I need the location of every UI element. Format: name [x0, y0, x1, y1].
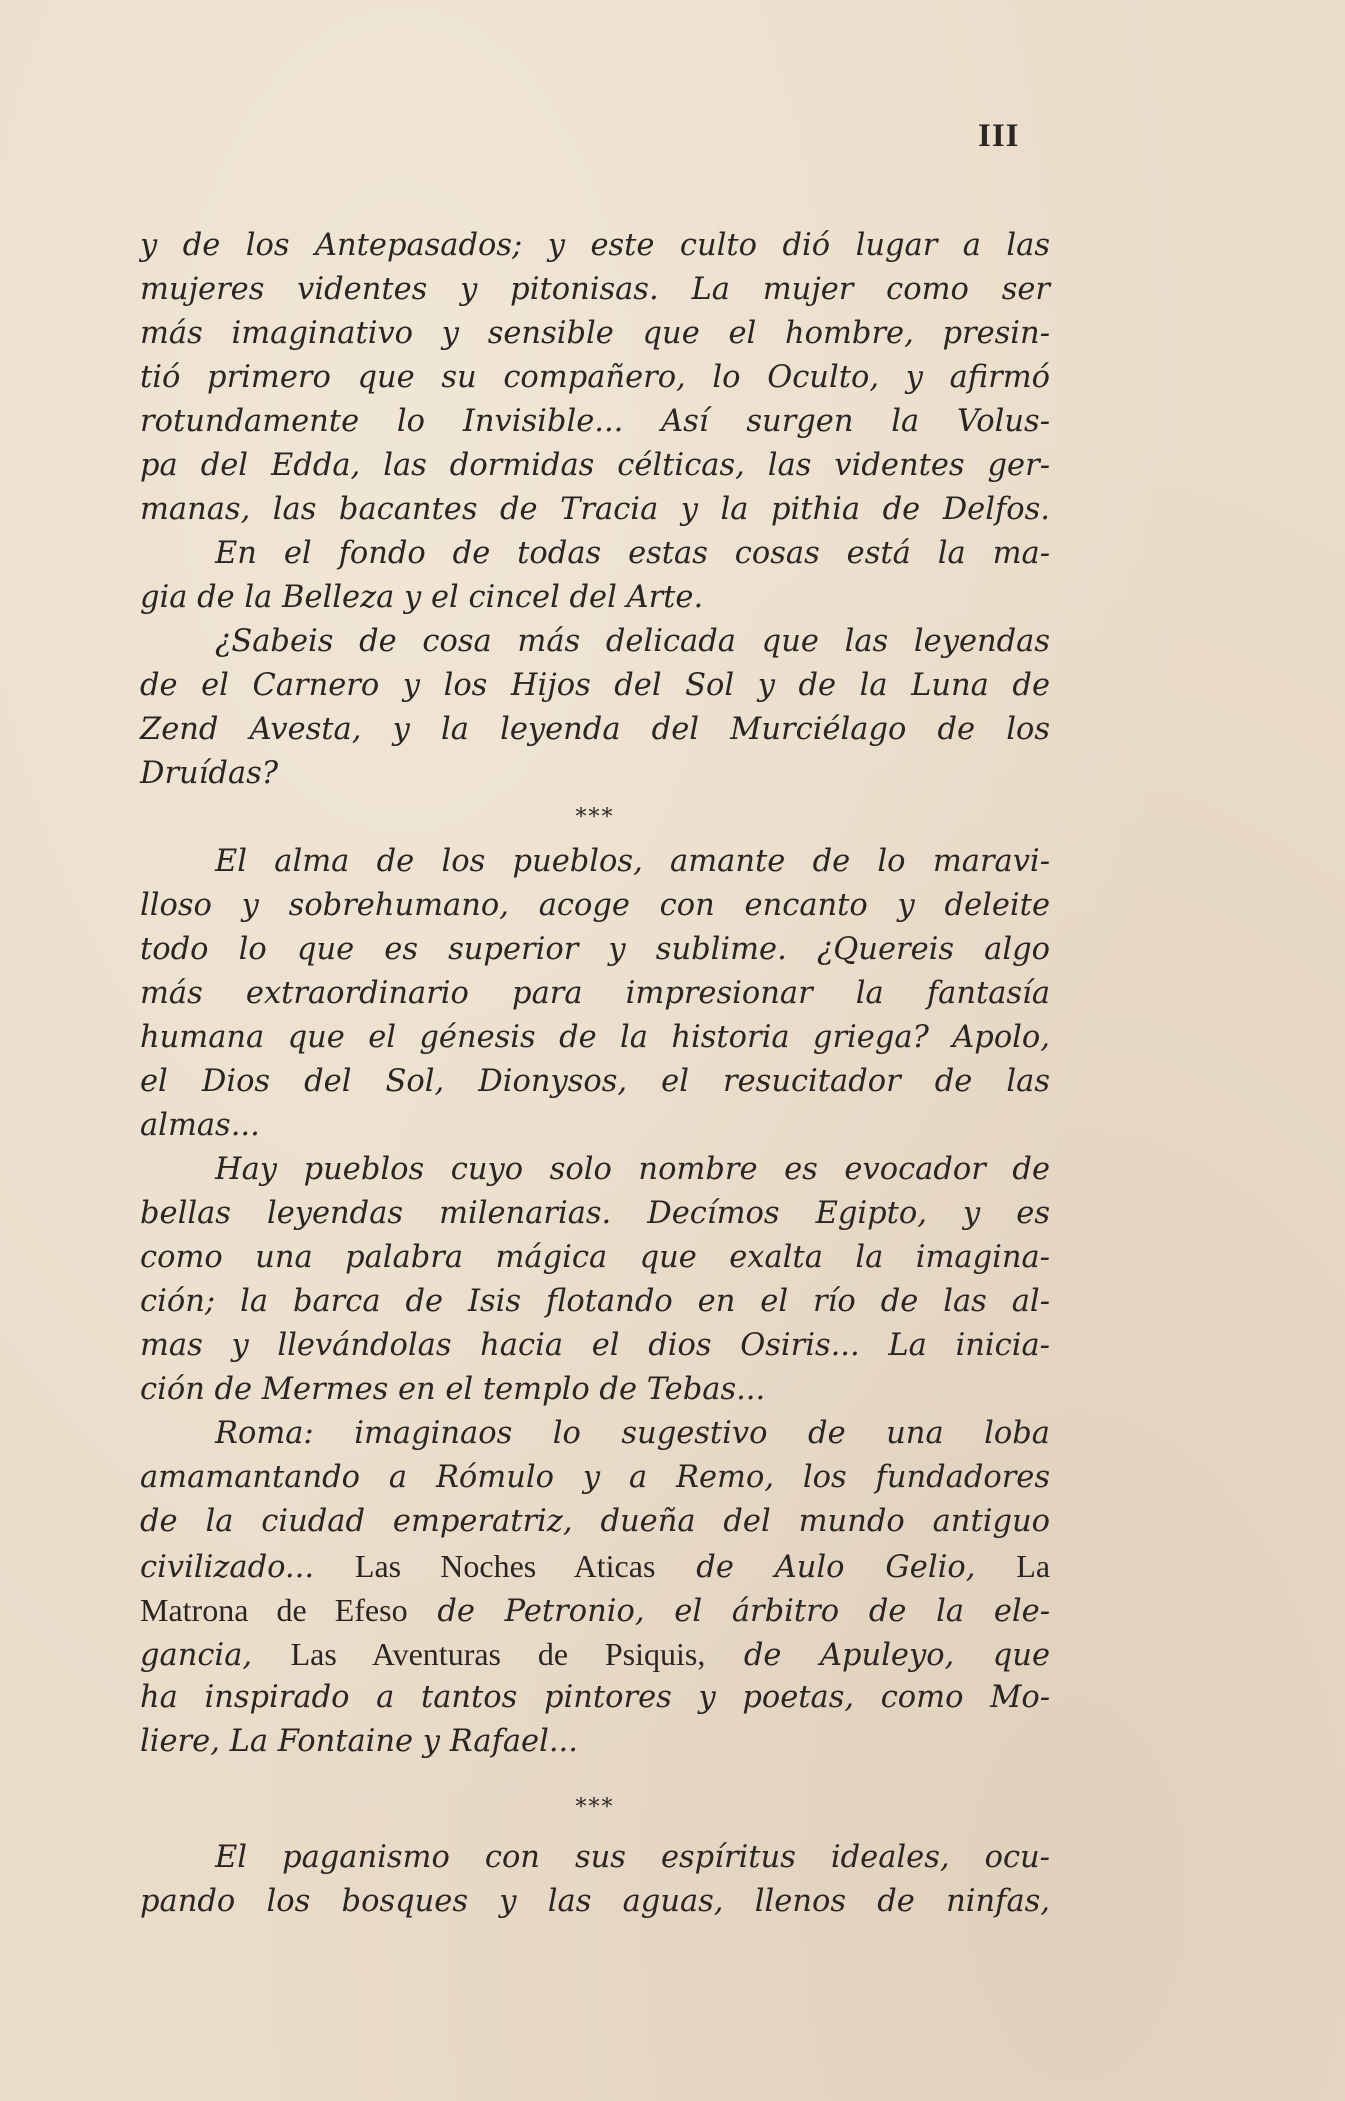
text-line: de el Carnero y los Hijos del Sol y de la Luna de — [140, 668, 1050, 703]
text-line-mixed — [140, 1544, 1050, 1588]
text-line: bellas leyendas milenarias. Decímos Egipto, y es — [140, 1196, 1050, 1231]
book-title-run: Matrona de Efeso — [140, 1592, 408, 1628]
text-line: almas... — [140, 1108, 260, 1143]
text-line: El paganismo con sus espíritus ideales, ocu- — [215, 1840, 1050, 1875]
book-title-run: La — [1016, 1548, 1051, 1584]
text-line: Hay pueblos cuyo solo nombre es evocador de — [215, 1152, 1050, 1187]
text-line: más imaginativo y sensible que el hombre, presin- — [140, 316, 1050, 351]
paragraph-block-3 — [140, 1836, 1050, 1924]
text-run: de Aulo Gelio, — [655, 1550, 1017, 1585]
text-line: pando los bosques y las aguas, llenos de ninfas, — [140, 1884, 1050, 1919]
text-line: amamantando a Rómulo y a Remo, los fundadores — [140, 1460, 1050, 1495]
text-line: manas, las bacantes de Tracia y la pithia de Delfos. — [140, 492, 1050, 527]
paragraph-block-1 — [140, 224, 1050, 840]
paragraph-block-2 — [140, 840, 1050, 1830]
text-line: ha inspirado a tantos pintores y poetas, como Mo- — [140, 1680, 1050, 1715]
text-line: liere, La Fontaine y Rafael... — [140, 1724, 578, 1759]
text-line-mixed — [140, 1588, 1050, 1632]
text-line: ción; la barca de Isis flotando en el río de las al- — [140, 1284, 1050, 1319]
text-line: como una palabra mágica que exalta la imagina- — [140, 1240, 1050, 1275]
text-line: En el fondo de todas estas cosas está la ma- — [215, 536, 1050, 571]
text-line: el Dios del Sol, Dionysos, el resucitador de las — [140, 1064, 1050, 1099]
text-line: rotundamente lo Invisible... Así surgen la Volus- — [140, 404, 1050, 439]
page-number: III — [978, 118, 1020, 154]
text-line: humana que el génesis de la historia griega? Apolo, — [140, 1020, 1050, 1055]
text-line: todo lo que es superior y sublime. ¿Quereis algo — [140, 932, 1050, 967]
text-line: ¿Sabeis de cosa más delicada que las leyendas — [215, 624, 1050, 659]
text-line: mujeres videntes y pitonisas. La mujer como ser — [140, 272, 1050, 307]
text-line: lloso y sobrehumano, acoge con encanto y deleite — [140, 888, 1050, 923]
text-line: tió primero que su compañero, lo Oculto, y afirmó — [140, 360, 1050, 395]
text-run: de Petronio, el árbitro de la ele- — [407, 1594, 1051, 1629]
text-run: de Apuleyo, que — [705, 1638, 1050, 1673]
text-line: de la ciudad emperatriz, dueña del mundo antiguo — [140, 1504, 1050, 1539]
text-line: ción de Mermes en el templo de Tebas... — [140, 1372, 766, 1407]
text-line: mas y llevándolas hacia el dios Osiris... La inicia- — [140, 1328, 1050, 1363]
text-run: civilizado... — [140, 1550, 355, 1585]
text-line-mixed — [140, 1632, 1050, 1676]
section-separator: *** — [575, 1795, 615, 1820]
book-title-run: Las Noches Aticas — [354, 1548, 656, 1584]
text-line: Roma: imaginaos lo sugestivo de una loba — [215, 1416, 1050, 1451]
text-line: y de los Antepasados; y este culto dió lugar a las — [140, 228, 1050, 263]
text-line: Druídas? — [140, 756, 279, 791]
section-separator: *** — [575, 805, 615, 830]
text-line: pa del Edda, las dormidas célticas, las videntes ger- — [140, 448, 1050, 483]
text-line: El alma de los pueblos, amante de lo maravi- — [215, 844, 1050, 879]
text-line: más extraordinario para impresionar la fantasía — [140, 976, 1050, 1011]
text-line: Zend Avesta, y la leyenda del Murciélago de los — [140, 712, 1050, 747]
text-run: gancia, — [140, 1638, 291, 1673]
book-title-run: Las Aventuras de Psiquis, — [290, 1636, 706, 1672]
text-line: gia de la Belleza y el cincel del Arte. — [140, 580, 704, 615]
